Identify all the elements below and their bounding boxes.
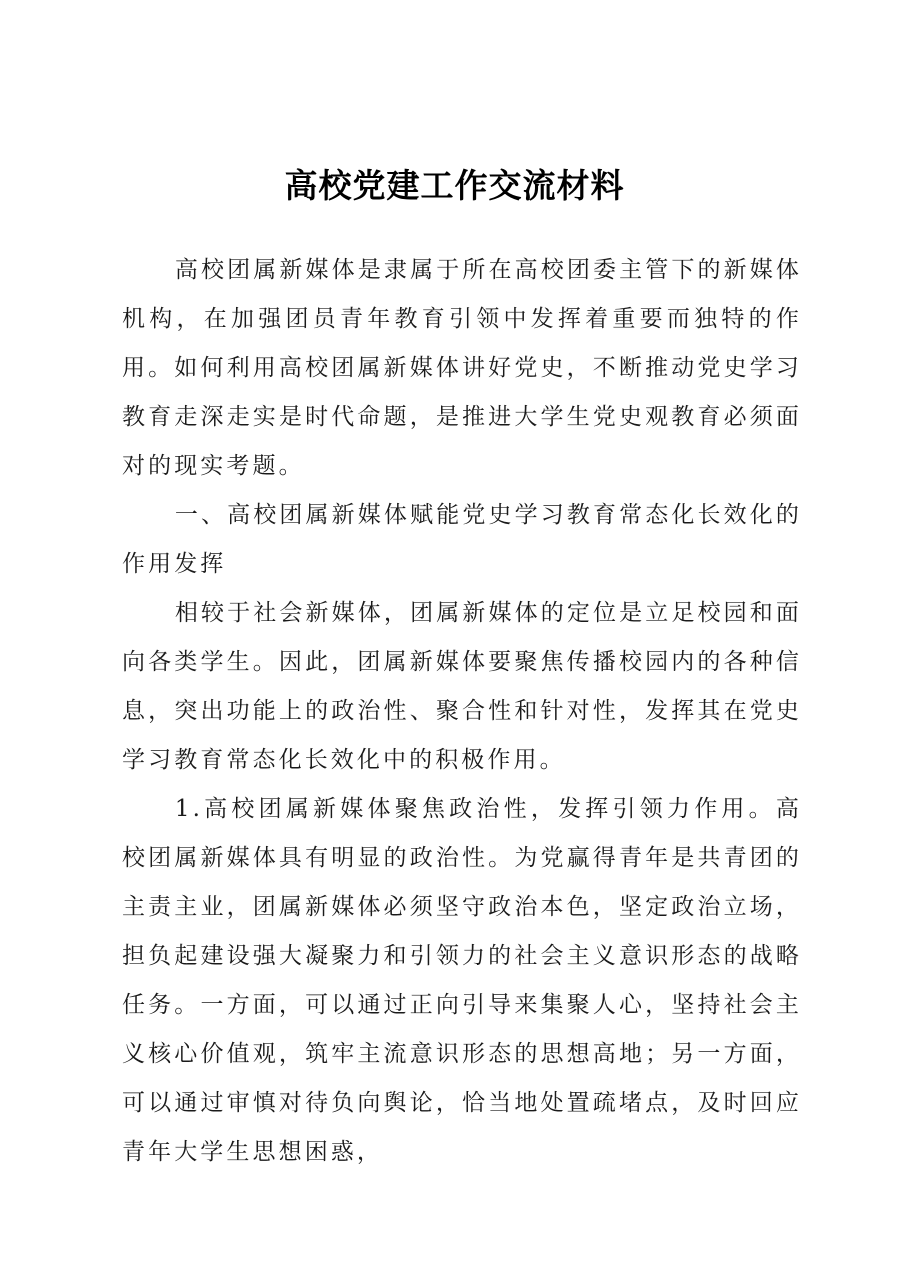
section-heading-1: 一、高校团属新媒体赋能党史学习教育常态化长效化的作用发挥 (122, 502, 802, 577)
document-title: 高校党建工作交流材料 (284, 166, 625, 205)
paragraph-positioning: 相较于社会新媒体，团属新媒体的定位是立足校园和面向各类学生。因此，团属新媒体要聚焦传播校园内的各种信息，突出功能上的政治性、聚合性和针对性，发挥其在党史学习教育常态化长效化中的积极作用。 (122, 600, 802, 773)
document-body (122, 246, 802, 1177)
paragraph-point-1: 1.高校团属新媒体聚焦政治性，发挥引领力作用。高校团属新媒体具有明显的政治性。为党赢得青年是共青团的主责主业，团属新媒体必须坚守政治本色，坚定政治立场，担负起建设强大凝聚力和引领力的社会主义意识形态的战略任务。一方面，可以通过正向引导来集聚人心，坚持社会主义核心价值观，筑牢主流意识形态的思想高地；另一方面，可以通过审慎对待负向舆论，恰当地处置疏堵点，及时回应青年大学生思想困惑， (122, 796, 802, 1165)
paragraph-intro: 高校团属新媒体是隶属于所在高校团委主管下的新媒体机构，在加强团员青年教育引领中发挥着重要而独特的作用。如何利用高校团属新媒体讲好党史，不断推动党史学习教育走深走实是时代命题，是推进大学生党史观教育必须面对的现实考题。 (122, 257, 802, 479)
